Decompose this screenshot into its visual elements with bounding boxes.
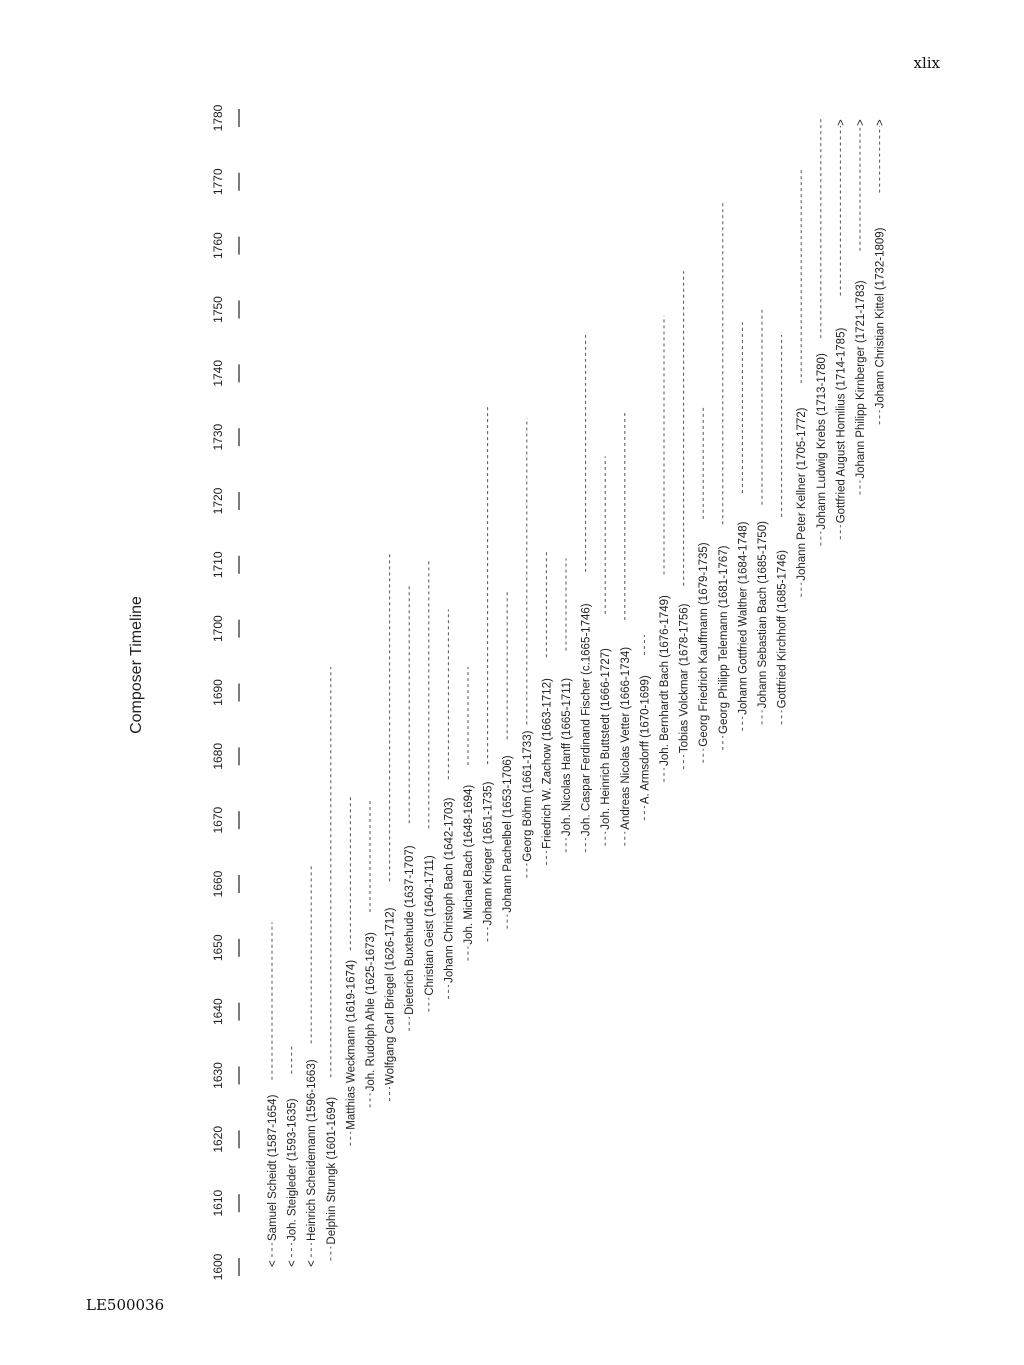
document-id: LE500036 xyxy=(86,1296,165,1314)
composer-label: Georg Böhm (1661-1733) xyxy=(521,730,534,862)
tick-label-1760: 1760 xyxy=(211,232,225,260)
composer-label: Johann Pachelbel (1653-1706) xyxy=(502,755,515,913)
arrow-end: > xyxy=(874,119,887,126)
tick-label-1750: 1750 xyxy=(211,296,225,323)
tick-label-1700: 1700 xyxy=(211,615,225,643)
composer-label: Georg Friedrich Kauffmann (1679-1735) xyxy=(698,542,711,747)
composer-row xyxy=(737,322,749,731)
composer-label: Delphin Strungk (1601-1694) xyxy=(325,1096,338,1245)
composer-row xyxy=(483,405,495,941)
tick-label-1710: 1710 xyxy=(211,551,225,579)
composer-row xyxy=(385,552,397,1101)
composer-row xyxy=(463,667,475,961)
tick-label-1740: 1740 xyxy=(211,359,225,387)
composer-row xyxy=(679,271,691,769)
tick-label-1690: 1690 xyxy=(211,679,225,706)
composer-label: Joh. Heinrich Buttstedt (1666-1727) xyxy=(600,648,613,830)
arrow-start: < xyxy=(306,1260,319,1267)
composer-label: Georg Philipp Telemann (1681-1767) xyxy=(717,545,730,734)
composer-label: Johann Peter Kellner (1705-1772) xyxy=(796,407,809,581)
arrow-start: < xyxy=(286,1260,299,1267)
composer-row xyxy=(659,316,671,782)
composer-row xyxy=(620,412,632,846)
composer-row xyxy=(404,584,416,1031)
page-number: xlix xyxy=(913,54,940,72)
composer-row xyxy=(757,310,769,725)
composer-label: Gottfried August Homilius (1714-1785) xyxy=(835,327,848,524)
composer-row xyxy=(541,552,553,865)
arrow-start: < xyxy=(267,1260,279,1267)
composer-row xyxy=(267,922,279,1267)
composer-label: Joh. Steigleder (1593-1635) xyxy=(286,1098,299,1241)
composer-label: Joh. Michael Bach (1648-1694) xyxy=(463,784,475,945)
composer-label: Johann Christian Kittel (1732-1809) xyxy=(874,227,887,409)
composer-label: Wolfgang Carl Briegel (1626-1712) xyxy=(384,907,397,1086)
composer-label: Johann Philipp Kirnberger (1721-1783) xyxy=(855,280,867,479)
composer-row xyxy=(306,865,318,1267)
composer-label: Joh. Nicolas Hanff (1665-1711) xyxy=(561,677,573,837)
composer-label: A. Armsdorff (1670-1699) xyxy=(639,675,652,805)
composer-row xyxy=(581,335,593,852)
composer-label: Samuel Scheidt (1587-1654) xyxy=(267,1094,279,1241)
composer-row xyxy=(796,169,808,597)
arrow-end: > xyxy=(855,119,867,126)
composer-label: Johann Krieger (1651-1735) xyxy=(482,781,495,926)
composer-label: Johann Sebastian Bach (1685-1750) xyxy=(757,521,769,709)
composer-label: Friedrich W. Zachow (1663-1712) xyxy=(541,678,554,849)
composer-label: Tobias Volckmar (1678-1756) xyxy=(678,603,691,754)
arrow-end: > xyxy=(835,119,848,126)
tick-label-1730: 1730 xyxy=(211,423,225,451)
composer-row xyxy=(835,119,847,539)
composer-row xyxy=(345,795,357,1146)
composer-row xyxy=(443,610,455,999)
tick-label-1670: 1670 xyxy=(211,806,225,834)
composer-row xyxy=(600,456,612,845)
composer-row xyxy=(777,335,789,724)
tick-label-1660: 1660 xyxy=(211,870,225,898)
tick-label-1620: 1620 xyxy=(211,1125,225,1153)
composer-row xyxy=(287,1044,299,1267)
composer-row xyxy=(424,558,436,1011)
tick-label-1650: 1650 xyxy=(211,934,225,962)
composer-row xyxy=(326,667,338,1261)
tick-label-1610: 1610 xyxy=(211,1189,225,1217)
composer-row xyxy=(522,418,534,878)
tick-label-1720: 1720 xyxy=(211,487,225,515)
year-axis xyxy=(211,104,239,1280)
composer-row xyxy=(698,405,710,762)
tick-label-1640: 1640 xyxy=(211,998,225,1026)
composer-label: Joh. Caspar Ferdinand Fischer (c.1665-1746) xyxy=(580,603,593,837)
composer-label: Gottfried Kirchhoff (1685-1746) xyxy=(776,550,789,709)
composer-row xyxy=(561,558,573,852)
composer-row xyxy=(639,635,651,820)
composer-label: Johann Ludwig Krebs (1713-1780) xyxy=(815,353,828,530)
composer-label: Johann Christoph Bach (1642-1703) xyxy=(443,797,456,983)
chart-title: Composer Timeline xyxy=(128,596,145,734)
composer-label: Heinrich Scheidemann (1596-1663) xyxy=(306,1059,319,1241)
composer-row xyxy=(855,119,867,495)
composer-label: Joh. Bernhardt Bach (1676-1749) xyxy=(659,595,671,766)
composer-row xyxy=(875,119,887,424)
tick-label-1600: 1600 xyxy=(211,1253,225,1281)
composer-rows xyxy=(267,118,887,1267)
tick-label-1770: 1770 xyxy=(211,168,225,196)
composer-label: Joh. Rudolph Ahle (1625-1673) xyxy=(365,932,377,1092)
composer-row xyxy=(816,118,828,546)
composer-label: Dieterich Buxtehude (1637-1707) xyxy=(404,845,417,1015)
composer-row xyxy=(718,201,730,750)
tick-label-1630: 1630 xyxy=(211,1062,225,1089)
composer-row xyxy=(502,590,514,928)
composer-label: Christian Geist (1640-1711) xyxy=(423,855,436,996)
tick-label-1780: 1780 xyxy=(211,104,225,132)
composer-label: Andreas Nicolas Vetter (1666-1734) xyxy=(619,646,632,830)
tick-label-1680: 1680 xyxy=(211,742,225,770)
composer-label: Matthias Weckmann (1619-1674) xyxy=(345,959,358,1130)
composer-row xyxy=(365,801,377,1107)
composer-label: Johann Gottfried Walther (1684-1748) xyxy=(737,521,750,715)
